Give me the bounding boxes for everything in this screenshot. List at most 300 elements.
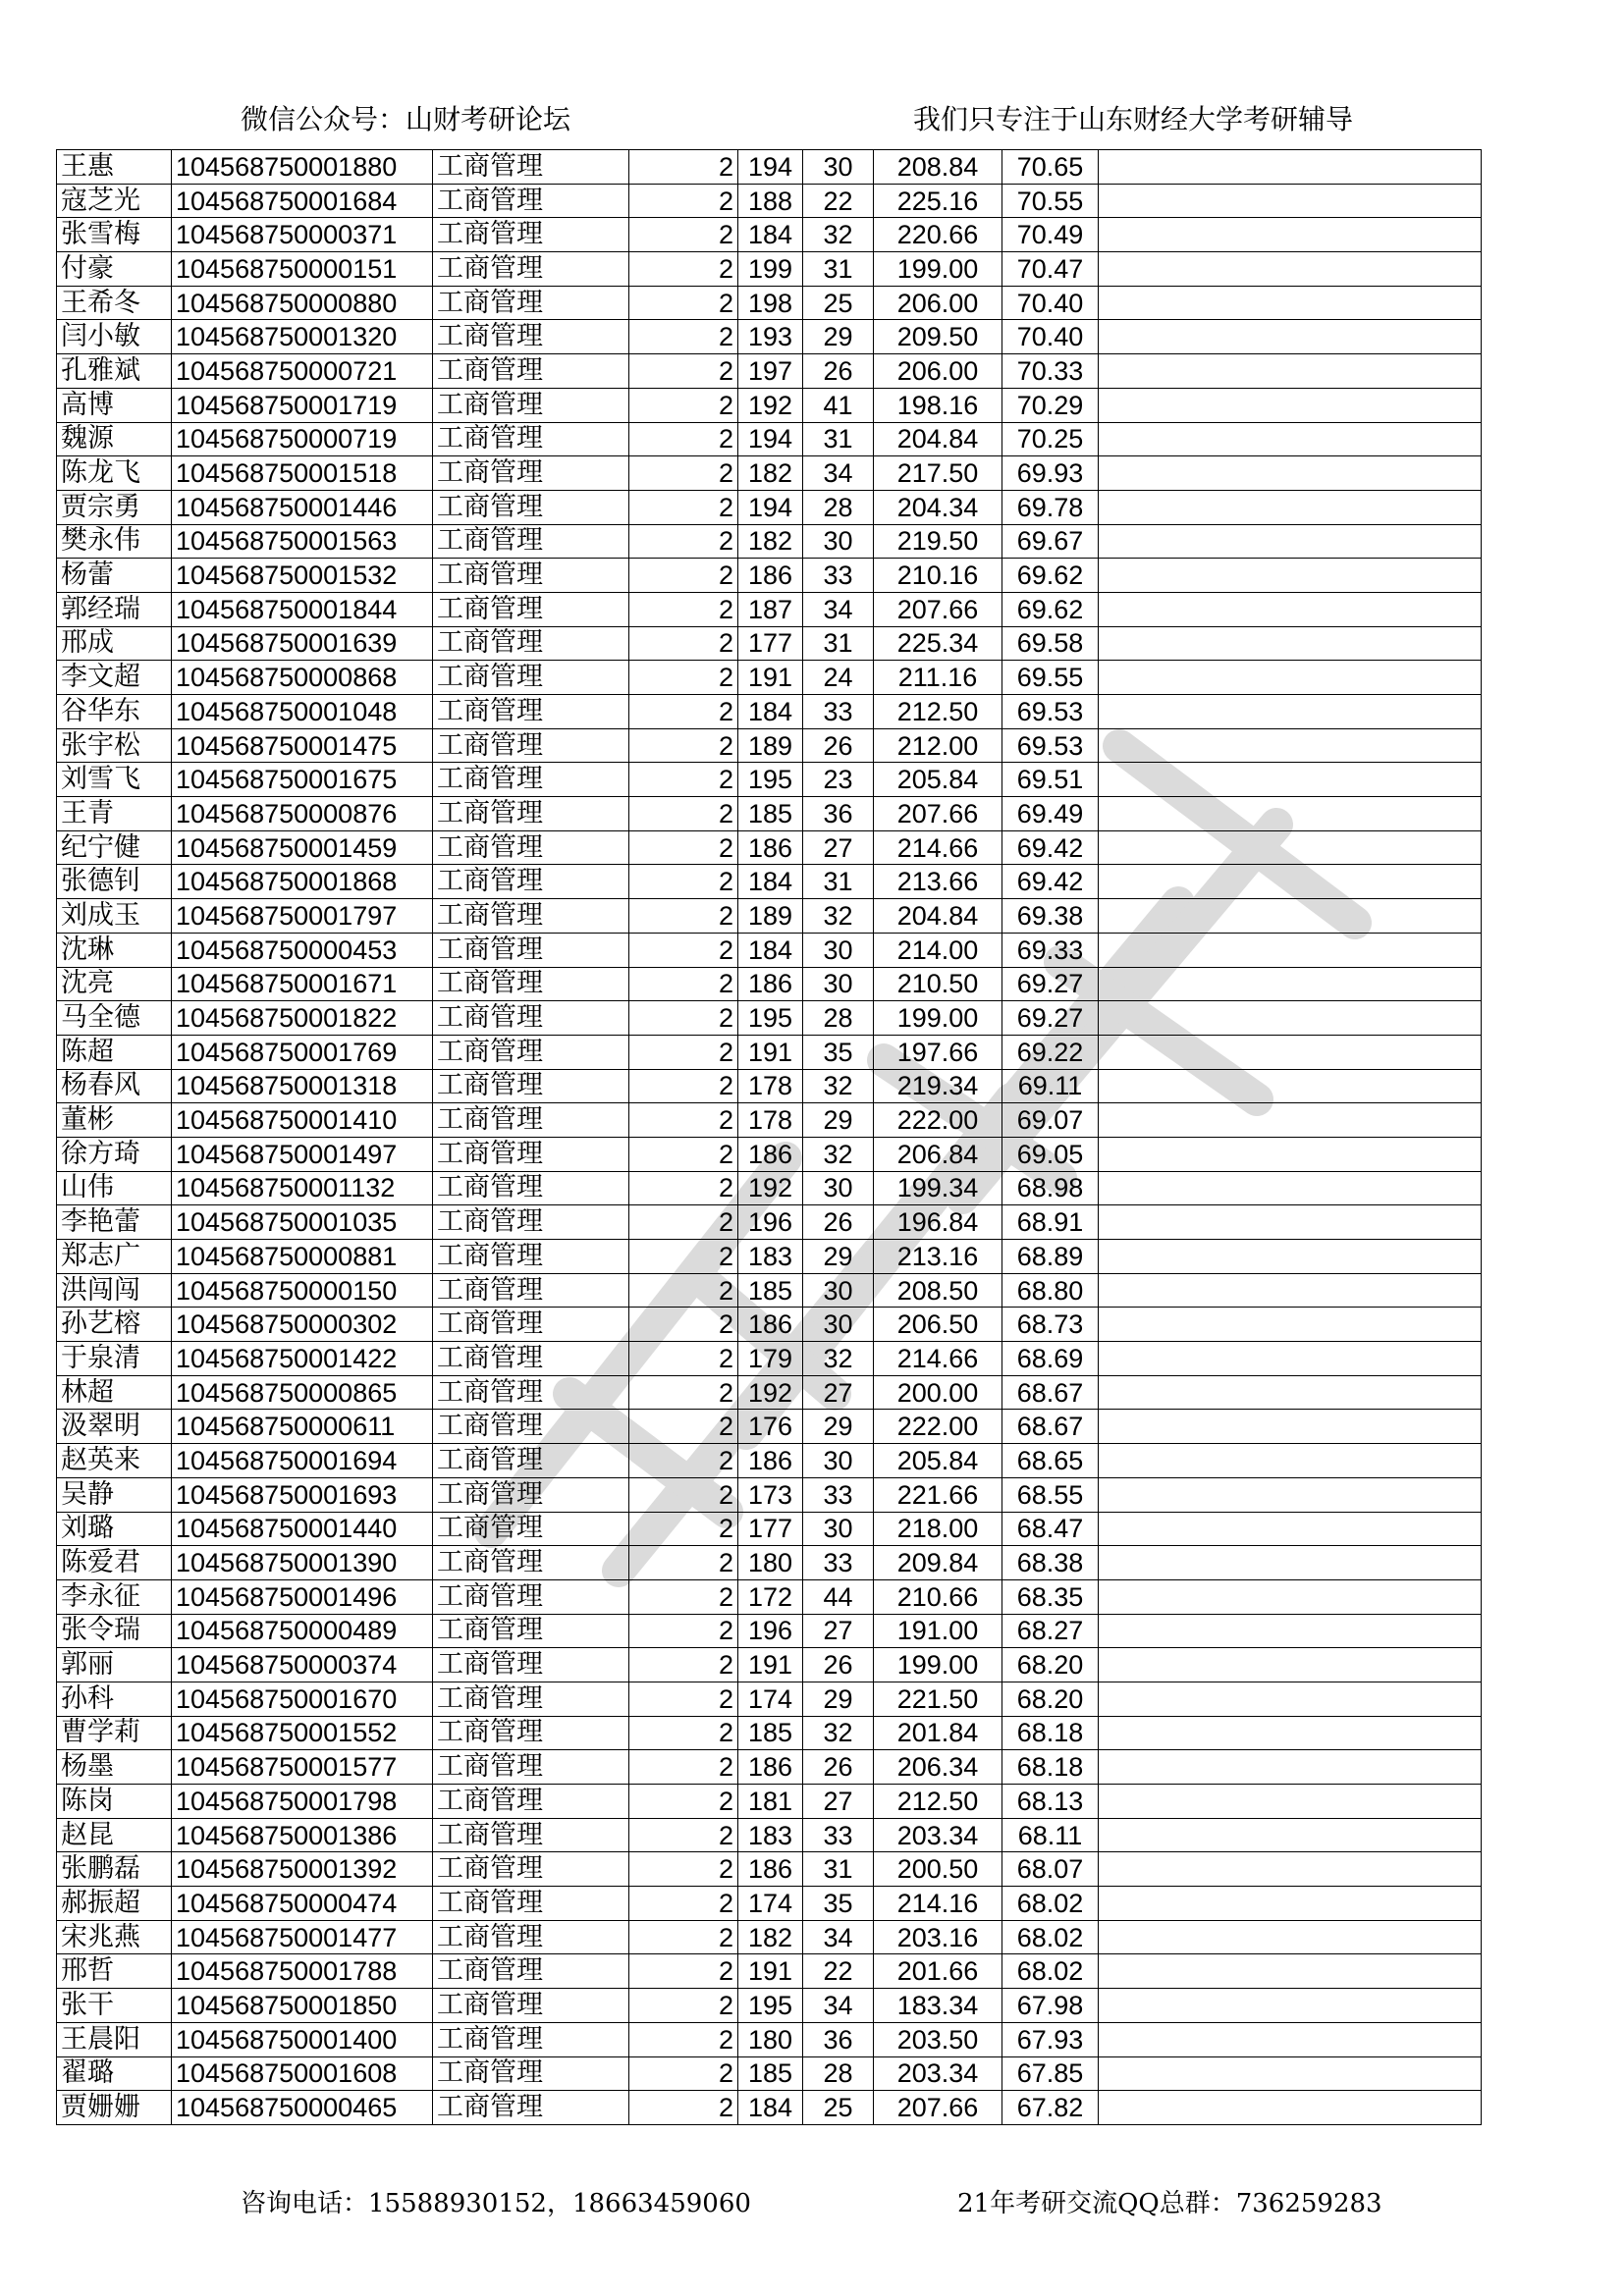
score-a-cell: 180 — [738, 1546, 803, 1580]
score-b-cell: 33 — [803, 695, 874, 729]
total-score-cell: 67.82 — [1002, 2091, 1099, 2125]
major-cell: 工商管理 — [433, 2091, 629, 2125]
total-score-cell: 68.65 — [1002, 1444, 1099, 1478]
score-c-cell: 203.34 — [874, 1818, 1002, 1852]
score-c-cell: 212.50 — [874, 695, 1002, 729]
major-cell: 工商管理 — [433, 1546, 629, 1580]
category-cell: 2 — [629, 1546, 738, 1580]
score-b-cell: 32 — [803, 1716, 874, 1750]
major-cell: 工商管理 — [433, 1682, 629, 1716]
score-b-cell: 28 — [803, 2056, 874, 2091]
score-b-cell: 35 — [803, 1035, 874, 1069]
exam-id-cell: 104568750000881 — [172, 1240, 433, 1274]
score-b-cell: 31 — [803, 422, 874, 456]
category-cell: 2 — [629, 661, 738, 695]
remarks-cell — [1099, 933, 1482, 967]
table-row — [57, 456, 1482, 491]
score-b-cell: 29 — [803, 1410, 874, 1444]
score-b-cell: 34 — [803, 1989, 874, 2023]
score-a-cell: 176 — [738, 1410, 803, 1444]
table-row — [57, 1035, 1482, 1069]
name-cell: 李永征 — [57, 1579, 172, 1614]
score-c-cell: 206.50 — [874, 1308, 1002, 1342]
exam-id-cell: 104568750001392 — [172, 1852, 433, 1887]
score-b-cell: 26 — [803, 728, 874, 763]
score-c-cell: 183.34 — [874, 1989, 1002, 2023]
exam-id-cell: 104568750001475 — [172, 728, 433, 763]
total-score-cell: 70.47 — [1002, 252, 1099, 287]
score-a-cell: 192 — [738, 1375, 803, 1410]
name-cell: 陈超 — [57, 1035, 172, 1069]
total-score-cell: 69.51 — [1002, 763, 1099, 797]
score-b-cell: 30 — [803, 967, 874, 1001]
remarks-cell — [1099, 661, 1482, 695]
name-cell: 王惠 — [57, 150, 172, 185]
score-b-cell: 31 — [803, 626, 874, 661]
total-score-cell: 68.55 — [1002, 1477, 1099, 1512]
remarks-cell — [1099, 1716, 1482, 1750]
score-c-cell: 220.66 — [874, 218, 1002, 252]
score-a-cell: 196 — [738, 1614, 803, 1648]
table-row — [57, 728, 1482, 763]
exam-id-cell: 104568750001788 — [172, 1954, 433, 1989]
exam-id-cell: 104568750001400 — [172, 2022, 433, 2056]
major-cell: 工商管理 — [433, 354, 629, 389]
score-a-cell: 192 — [738, 388, 803, 422]
table-row — [57, 1614, 1482, 1648]
name-cell: 魏源 — [57, 422, 172, 456]
score-c-cell: 204.34 — [874, 490, 1002, 524]
name-cell: 张雪梅 — [57, 218, 172, 252]
score-a-cell: 183 — [738, 1240, 803, 1274]
table-row — [57, 1989, 1482, 2023]
exam-id-cell: 104568750001410 — [172, 1103, 433, 1138]
score-b-cell: 29 — [803, 1240, 874, 1274]
category-cell: 2 — [629, 184, 738, 218]
total-score-cell: 68.69 — [1002, 1342, 1099, 1376]
table-row — [57, 1273, 1482, 1308]
name-cell: 寇芝光 — [57, 184, 172, 218]
exam-id-cell: 104568750001868 — [172, 865, 433, 899]
category-cell: 2 — [629, 1682, 738, 1716]
score-a-cell: 186 — [738, 830, 803, 865]
major-cell: 工商管理 — [433, 728, 629, 763]
exam-id-cell: 104568750001048 — [172, 695, 433, 729]
remarks-cell — [1099, 1410, 1482, 1444]
category-cell: 2 — [629, 1410, 738, 1444]
score-c-cell: 203.50 — [874, 2022, 1002, 2056]
score-b-cell: 33 — [803, 1546, 874, 1580]
score-a-cell: 178 — [738, 1069, 803, 1103]
name-cell: 于泉清 — [57, 1342, 172, 1376]
score-b-cell: 30 — [803, 1171, 874, 1205]
exam-id-cell: 104568750001386 — [172, 1818, 433, 1852]
score-b-cell: 33 — [803, 1818, 874, 1852]
score-b-cell: 29 — [803, 1682, 874, 1716]
name-cell: 洪闯闯 — [57, 1273, 172, 1308]
category-cell: 2 — [629, 1648, 738, 1682]
name-cell: 谷华东 — [57, 695, 172, 729]
exam-id-cell: 104568750001320 — [172, 320, 433, 354]
score-a-cell: 172 — [738, 1579, 803, 1614]
score-c-cell: 201.66 — [874, 1954, 1002, 1989]
category-cell: 2 — [629, 456, 738, 491]
remarks-cell — [1099, 150, 1482, 185]
total-score-cell: 70.40 — [1002, 286, 1099, 320]
score-c-cell: 214.16 — [874, 1887, 1002, 1921]
score-a-cell: 182 — [738, 1920, 803, 1954]
score-a-cell: 184 — [738, 218, 803, 252]
score-c-cell: 221.50 — [874, 1682, 1002, 1716]
score-a-cell: 194 — [738, 150, 803, 185]
score-c-cell: 210.66 — [874, 1579, 1002, 1614]
major-cell: 工商管理 — [433, 490, 629, 524]
name-cell: 翟璐 — [57, 2056, 172, 2091]
major-cell: 工商管理 — [433, 933, 629, 967]
score-c-cell: 219.34 — [874, 1069, 1002, 1103]
name-cell: 高博 — [57, 388, 172, 422]
exam-id-cell: 104568750000721 — [172, 354, 433, 389]
major-cell: 工商管理 — [433, 1648, 629, 1682]
major-cell: 工商管理 — [433, 252, 629, 287]
score-b-cell: 30 — [803, 933, 874, 967]
score-b-cell: 30 — [803, 1308, 874, 1342]
category-cell: 2 — [629, 1477, 738, 1512]
exam-id-cell: 104568750000489 — [172, 1614, 433, 1648]
score-c-cell: 207.66 — [874, 797, 1002, 831]
remarks-cell — [1099, 1648, 1482, 1682]
total-score-cell: 69.11 — [1002, 1069, 1099, 1103]
exam-id-cell: 104568750001797 — [172, 899, 433, 934]
total-score-cell: 69.38 — [1002, 899, 1099, 934]
name-cell: 陈岗 — [57, 1785, 172, 1819]
header-right-text: 我们只专注于山东财经大学考研辅导 — [913, 103, 1354, 135]
total-score-cell: 70.55 — [1002, 184, 1099, 218]
total-score-cell: 69.07 — [1002, 1103, 1099, 1138]
exam-id-cell: 104568750001822 — [172, 1001, 433, 1036]
score-b-cell: 30 — [803, 1444, 874, 1478]
table-row — [57, 1205, 1482, 1240]
major-cell: 工商管理 — [433, 830, 629, 865]
exam-id-cell: 104568750000453 — [172, 933, 433, 967]
footer-left-text: 咨询电话：15588930152，18663459060 — [241, 2189, 751, 2218]
score-c-cell: 222.00 — [874, 1410, 1002, 1444]
table-row — [57, 1444, 1482, 1478]
score-a-cell: 180 — [738, 2022, 803, 2056]
major-cell: 工商管理 — [433, 1614, 629, 1648]
total-score-cell: 69.67 — [1002, 524, 1099, 559]
category-cell: 2 — [629, 1375, 738, 1410]
remarks-cell — [1099, 1240, 1482, 1274]
score-a-cell: 185 — [738, 2056, 803, 2091]
total-score-cell: 69.93 — [1002, 456, 1099, 491]
table-row — [57, 2056, 1482, 2091]
name-cell: 张干 — [57, 1989, 172, 2023]
name-cell: 陈爱君 — [57, 1546, 172, 1580]
name-cell: 郑志广 — [57, 1240, 172, 1274]
score-c-cell: 200.00 — [874, 1375, 1002, 1410]
score-a-cell: 178 — [738, 1103, 803, 1138]
name-cell: 杨墨 — [57, 1750, 172, 1785]
category-cell: 2 — [629, 1308, 738, 1342]
major-cell: 工商管理 — [433, 1477, 629, 1512]
score-b-cell: 41 — [803, 388, 874, 422]
category-cell: 2 — [629, 1579, 738, 1614]
remarks-cell — [1099, 1920, 1482, 1954]
score-c-cell: 211.16 — [874, 661, 1002, 695]
table-row — [57, 388, 1482, 422]
remarks-cell — [1099, 1035, 1482, 1069]
score-c-cell: 218.00 — [874, 1512, 1002, 1546]
category-cell: 2 — [629, 1614, 738, 1648]
remarks-cell — [1099, 2022, 1482, 2056]
score-c-cell: 204.84 — [874, 899, 1002, 934]
exam-id-cell: 104568750001671 — [172, 967, 433, 1001]
total-score-cell: 70.49 — [1002, 218, 1099, 252]
exam-id-cell: 104568750001850 — [172, 1989, 433, 2023]
category-cell: 2 — [629, 490, 738, 524]
total-score-cell: 70.65 — [1002, 150, 1099, 185]
score-b-cell: 26 — [803, 1648, 874, 1682]
remarks-cell — [1099, 1682, 1482, 1716]
score-a-cell: 184 — [738, 695, 803, 729]
table-row — [57, 1750, 1482, 1785]
category-cell: 2 — [629, 933, 738, 967]
name-cell: 张令瑞 — [57, 1614, 172, 1648]
score-a-cell: 182 — [738, 456, 803, 491]
score-a-cell: 182 — [738, 524, 803, 559]
total-score-cell: 68.18 — [1002, 1716, 1099, 1750]
score-b-cell: 32 — [803, 1137, 874, 1171]
table-row — [57, 899, 1482, 934]
category-cell: 2 — [629, 695, 738, 729]
score-table — [56, 149, 1482, 2125]
table-body — [57, 150, 1482, 2125]
total-score-cell: 69.33 — [1002, 933, 1099, 967]
table-row — [57, 1648, 1482, 1682]
table-row — [57, 1818, 1482, 1852]
total-score-cell: 68.47 — [1002, 1512, 1099, 1546]
table-row — [57, 218, 1482, 252]
name-cell: 孔雅斌 — [57, 354, 172, 389]
table-row — [57, 286, 1482, 320]
exam-id-cell: 104568750001684 — [172, 184, 433, 218]
category-cell: 2 — [629, 2056, 738, 2091]
category-cell: 2 — [629, 1989, 738, 2023]
score-b-cell: 33 — [803, 559, 874, 593]
score-a-cell: 198 — [738, 286, 803, 320]
category-cell: 2 — [629, 354, 738, 389]
category-cell: 2 — [629, 1818, 738, 1852]
score-c-cell: 209.84 — [874, 1546, 1002, 1580]
score-c-cell: 205.84 — [874, 763, 1002, 797]
score-c-cell: 201.84 — [874, 1716, 1002, 1750]
total-score-cell: 68.07 — [1002, 1852, 1099, 1887]
total-score-cell: 68.27 — [1002, 1614, 1099, 1648]
total-score-cell: 68.20 — [1002, 1648, 1099, 1682]
table-row — [57, 1477, 1482, 1512]
name-cell: 张德钊 — [57, 865, 172, 899]
name-cell: 山伟 — [57, 1171, 172, 1205]
table-row — [57, 967, 1482, 1001]
major-cell: 工商管理 — [433, 899, 629, 934]
score-b-cell: 36 — [803, 797, 874, 831]
name-cell: 邢成 — [57, 626, 172, 661]
major-cell: 工商管理 — [433, 1069, 629, 1103]
score-b-cell: 27 — [803, 1375, 874, 1410]
remarks-cell — [1099, 2056, 1482, 2091]
total-score-cell: 68.02 — [1002, 1954, 1099, 1989]
total-score-cell: 69.53 — [1002, 728, 1099, 763]
total-score-cell: 69.55 — [1002, 661, 1099, 695]
exam-id-cell: 104568750000880 — [172, 286, 433, 320]
name-cell: 徐方琦 — [57, 1137, 172, 1171]
category-cell: 2 — [629, 422, 738, 456]
score-a-cell: 177 — [738, 626, 803, 661]
name-cell: 孙艺榕 — [57, 1308, 172, 1342]
name-cell: 董彬 — [57, 1103, 172, 1138]
category-cell: 2 — [629, 592, 738, 626]
score-b-cell: 34 — [803, 456, 874, 491]
score-c-cell: 206.00 — [874, 286, 1002, 320]
score-c-cell: 210.16 — [874, 559, 1002, 593]
score-b-cell: 30 — [803, 150, 874, 185]
category-cell: 2 — [629, 1852, 738, 1887]
total-score-cell: 68.89 — [1002, 1240, 1099, 1274]
score-a-cell: 194 — [738, 490, 803, 524]
exam-id-cell: 104568750000719 — [172, 422, 433, 456]
table-row — [57, 661, 1482, 695]
score-b-cell: 22 — [803, 1954, 874, 1989]
score-b-cell: 32 — [803, 899, 874, 934]
major-cell: 工商管理 — [433, 1920, 629, 1954]
remarks-cell — [1099, 1512, 1482, 1546]
category-cell: 2 — [629, 1035, 738, 1069]
remarks-cell — [1099, 1852, 1482, 1887]
exam-id-cell: 104568750001577 — [172, 1750, 433, 1785]
table-row — [57, 354, 1482, 389]
total-score-cell: 69.49 — [1002, 797, 1099, 831]
score-b-cell: 26 — [803, 1205, 874, 1240]
name-cell: 赵英来 — [57, 1444, 172, 1478]
score-a-cell: 191 — [738, 1954, 803, 1989]
remarks-cell — [1099, 865, 1482, 899]
footer-right-text: 21年考研交流QQ总群：736259283 — [957, 2189, 1382, 2218]
major-cell: 工商管理 — [433, 1512, 629, 1546]
score-a-cell: 185 — [738, 797, 803, 831]
exam-id-cell: 104568750000150 — [172, 1273, 433, 1308]
remarks-cell — [1099, 1171, 1482, 1205]
score-a-cell: 189 — [738, 899, 803, 934]
name-cell: 邢哲 — [57, 1954, 172, 1989]
table-row — [57, 1716, 1482, 1750]
major-cell: 工商管理 — [433, 1954, 629, 1989]
table-row — [57, 184, 1482, 218]
score-b-cell: 27 — [803, 1785, 874, 1819]
score-c-cell: 207.66 — [874, 592, 1002, 626]
category-cell: 2 — [629, 1137, 738, 1171]
table-row — [57, 1069, 1482, 1103]
major-cell: 工商管理 — [433, 1785, 629, 1819]
score-c-cell: 206.84 — [874, 1137, 1002, 1171]
name-cell: 李文超 — [57, 661, 172, 695]
name-cell: 马全德 — [57, 1001, 172, 1036]
name-cell: 林超 — [57, 1375, 172, 1410]
major-cell: 工商管理 — [433, 559, 629, 593]
score-b-cell: 36 — [803, 2022, 874, 2056]
exam-id-cell: 104568750000474 — [172, 1887, 433, 1921]
table-row — [57, 1785, 1482, 1819]
exam-id-cell: 104568750001518 — [172, 456, 433, 491]
remarks-cell — [1099, 626, 1482, 661]
table-row — [57, 626, 1482, 661]
exam-id-cell: 104568750000302 — [172, 1308, 433, 1342]
exam-id-cell: 104568750001497 — [172, 1137, 433, 1171]
score-a-cell: 186 — [738, 1750, 803, 1785]
category-cell: 2 — [629, 830, 738, 865]
major-cell: 工商管理 — [433, 1444, 629, 1478]
category-cell: 2 — [629, 1887, 738, 1921]
category-cell: 2 — [629, 1240, 738, 1274]
total-score-cell: 69.62 — [1002, 592, 1099, 626]
remarks-cell — [1099, 320, 1482, 354]
score-b-cell: 32 — [803, 1342, 874, 1376]
exam-id-cell: 104568750001694 — [172, 1444, 433, 1478]
total-score-cell: 68.67 — [1002, 1410, 1099, 1444]
exam-id-cell: 104568750001798 — [172, 1785, 433, 1819]
score-a-cell: 179 — [738, 1342, 803, 1376]
score-b-cell: 34 — [803, 1920, 874, 1954]
category-cell: 2 — [629, 899, 738, 934]
exam-id-cell: 104568750001496 — [172, 1579, 433, 1614]
remarks-cell — [1099, 1785, 1482, 1819]
table-row — [57, 1512, 1482, 1546]
total-score-cell: 68.67 — [1002, 1375, 1099, 1410]
score-b-cell: 28 — [803, 1001, 874, 1036]
table-row — [57, 1579, 1482, 1614]
remarks-cell — [1099, 899, 1482, 934]
exam-id-cell: 104568750001639 — [172, 626, 433, 661]
remarks-cell — [1099, 592, 1482, 626]
name-cell: 沈亮 — [57, 967, 172, 1001]
score-b-cell: 33 — [803, 1477, 874, 1512]
name-cell: 刘雪飞 — [57, 763, 172, 797]
total-score-cell: 69.62 — [1002, 559, 1099, 593]
exam-id-cell: 104568750000374 — [172, 1648, 433, 1682]
major-cell: 工商管理 — [433, 1989, 629, 2023]
category-cell: 2 — [629, 320, 738, 354]
name-cell: 汲翠明 — [57, 1410, 172, 1444]
total-score-cell: 69.42 — [1002, 865, 1099, 899]
remarks-cell — [1099, 1954, 1482, 1989]
score-a-cell: 191 — [738, 661, 803, 695]
score-c-cell: 199.00 — [874, 1001, 1002, 1036]
score-c-cell: 212.50 — [874, 1785, 1002, 1819]
score-b-cell: 26 — [803, 354, 874, 389]
score-a-cell: 186 — [738, 1137, 803, 1171]
remarks-cell — [1099, 184, 1482, 218]
score-c-cell: 217.50 — [874, 456, 1002, 491]
table-row — [57, 1410, 1482, 1444]
score-b-cell: 24 — [803, 661, 874, 695]
total-score-cell: 68.91 — [1002, 1205, 1099, 1240]
category-cell: 2 — [629, 1750, 738, 1785]
score-b-cell: 23 — [803, 763, 874, 797]
name-cell: 贾宗勇 — [57, 490, 172, 524]
exam-id-cell: 104568750001769 — [172, 1035, 433, 1069]
score-b-cell: 35 — [803, 1887, 874, 1921]
table-row — [57, 1920, 1482, 1954]
